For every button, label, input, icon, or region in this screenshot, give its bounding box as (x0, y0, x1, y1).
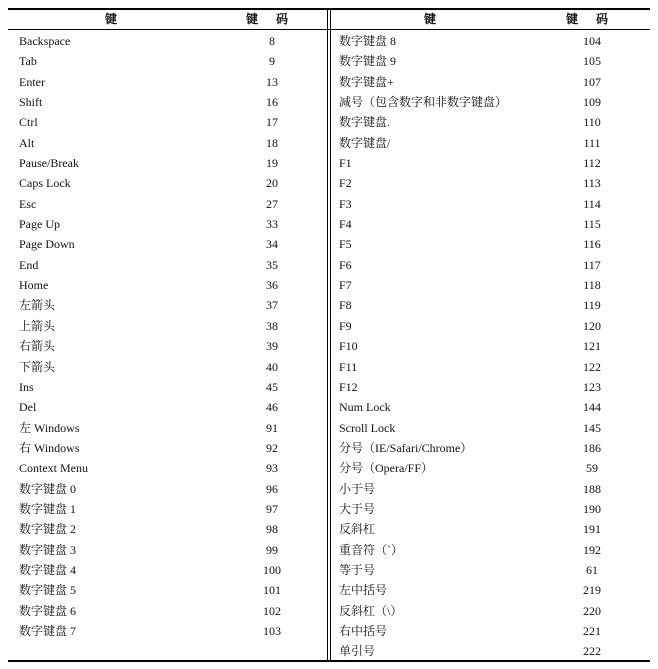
key-name-cell: 数字键盘 2 (19, 522, 77, 537)
key-code-cell: 117 (583, 257, 601, 272)
table-row (339, 357, 639, 377)
key-code-cell: 98 (266, 522, 278, 537)
table-row (339, 621, 639, 641)
key-code-cell: 120 (583, 318, 601, 333)
table-row (19, 560, 319, 580)
key-name-cell: Caps Lock (19, 176, 71, 191)
table-row (19, 31, 319, 51)
table-row (19, 499, 319, 519)
key-name-cell: 数字键盘 6 (19, 603, 77, 618)
key-code-cell: 46 (266, 400, 278, 415)
key-code-cell: 123 (583, 379, 601, 394)
key-code-cell: 190 (583, 501, 601, 516)
key-code-cell: 112 (583, 156, 601, 171)
key-name-cell: 下箭头 (19, 359, 56, 374)
key-name-cell: End (19, 257, 39, 272)
key-code-cell: 222 (583, 644, 601, 659)
table-row (19, 51, 319, 71)
table-row (339, 92, 639, 112)
table-row (339, 601, 639, 621)
key-code-cell: 40 (266, 359, 278, 374)
key-name-cell: Del (19, 400, 37, 415)
table-row (339, 641, 639, 661)
key-name-cell: Pause/Break (19, 156, 79, 171)
key-code-cell: 61 (586, 562, 598, 577)
table-row (339, 295, 639, 315)
key-code-cell: 109 (583, 95, 601, 110)
key-code-cell: 113 (583, 176, 601, 191)
header-code-left: 键码 (246, 12, 307, 26)
table-row (339, 519, 639, 539)
key-code-cell: 93 (266, 461, 278, 476)
key-code-cell: 116 (583, 237, 601, 252)
table-row (19, 234, 319, 254)
key-code-cell: 33 (266, 217, 278, 232)
key-name-cell: F4 (339, 217, 352, 232)
header-key-right: 键 (424, 12, 437, 26)
key-code-cell: 144 (583, 400, 601, 415)
key-code-cell: 18 (266, 135, 278, 150)
key-code-cell: 37 (266, 298, 278, 313)
key-code-cell: 38 (266, 318, 278, 333)
key-name-cell: 数字键盘 7 (19, 623, 77, 638)
key-code-cell: 97 (266, 501, 278, 516)
key-code-cell: 27 (266, 196, 278, 211)
key-name-cell: F12 (339, 379, 358, 394)
table-row (19, 214, 319, 234)
key-code-cell: 119 (583, 298, 601, 313)
key-name-cell: Home (19, 278, 49, 293)
key-code-cell: 9 (269, 54, 275, 69)
key-name-cell: 大于号 (339, 501, 376, 516)
key-name-cell: Shift (19, 95, 43, 110)
key-code-cell: 115 (583, 217, 601, 232)
table-row (339, 214, 639, 234)
key-name-cell: Alt (19, 135, 35, 150)
key-code-cell: 96 (266, 481, 278, 496)
key-code-cell: 107 (583, 74, 601, 89)
key-code-cell: 17 (266, 115, 278, 130)
key-code-cell: 219 (583, 583, 601, 598)
key-code-cell: 105 (583, 54, 601, 69)
key-name-cell: 数字键盘+ (339, 74, 394, 89)
key-name-cell: F7 (339, 278, 352, 293)
key-name-cell: 数字键盘 3 (19, 542, 77, 557)
key-name-cell: 等于号 (339, 562, 376, 577)
key-name-cell: 数字键盘 8 (339, 34, 397, 48)
table-row (19, 336, 319, 356)
key-code-cell: 92 (266, 440, 278, 455)
table-row (339, 72, 639, 92)
key-name-cell: F8 (339, 298, 352, 313)
table-row (19, 397, 319, 417)
key-name-cell: 分号（Opera/FF） (339, 461, 433, 476)
key-code-cell: 118 (583, 278, 601, 293)
key-name-cell: 左中括号 (339, 583, 388, 598)
key-code-cell: 100 (263, 562, 281, 577)
key-code-cell: 111 (583, 135, 601, 150)
table-row (339, 540, 639, 560)
key-code-cell: 45 (266, 379, 278, 394)
key-name-cell: 小于号 (339, 481, 376, 496)
key-name-cell: 数字键盘 5 (19, 583, 77, 598)
key-name-cell: Ctrl (19, 115, 38, 130)
table-row (339, 194, 639, 214)
table-row (339, 458, 639, 478)
table-row (339, 275, 639, 295)
table-row (339, 418, 639, 438)
table-row (339, 560, 639, 580)
key-code-cell: 103 (263, 623, 281, 638)
right-column (339, 31, 639, 662)
table-row (339, 112, 639, 132)
key-name-cell: Page Up (19, 217, 60, 232)
key-name-cell: 反斜杠（\） (339, 603, 403, 618)
key-name-cell: 右箭头 (19, 339, 56, 354)
key-name-cell: Backspace (19, 34, 71, 48)
key-name-cell: Enter (19, 74, 45, 89)
key-name-cell: 右中括号 (339, 623, 388, 638)
table-row (339, 438, 639, 458)
table-row (339, 499, 639, 519)
key-code-cell: 34 (266, 237, 278, 252)
key-name-cell: 数字键盘 9 (339, 54, 397, 69)
table-row (19, 377, 319, 397)
key-name-cell: F2 (339, 176, 352, 191)
key-name-cell: 上箭头 (19, 318, 56, 333)
table-row (19, 92, 319, 112)
key-name-cell: 分号（IE/Safari/Chrome） (339, 440, 473, 455)
table-row (19, 194, 319, 214)
table-row (339, 397, 639, 417)
key-name-cell: Page Down (19, 237, 75, 252)
table-row (19, 621, 319, 641)
table-row (339, 580, 639, 600)
table-row (339, 234, 639, 254)
column-divider-line (330, 8, 331, 662)
key-code-cell: 220 (583, 603, 601, 618)
key-code-cell: 91 (266, 420, 278, 435)
key-code-cell: 20 (266, 176, 278, 191)
header-key-left: 键 (105, 12, 118, 26)
table-row (19, 458, 319, 478)
key-code-cell: 110 (583, 115, 601, 130)
key-name-cell: 数字键盘. (339, 115, 391, 130)
key-code-cell: 8 (269, 34, 275, 48)
table-row (19, 479, 319, 499)
key-code-cell: 35 (266, 257, 278, 272)
table-row (19, 580, 319, 600)
key-name-cell: F5 (339, 237, 352, 252)
key-code-cell: 221 (583, 623, 601, 638)
table-row (339, 377, 639, 397)
table-row (339, 316, 639, 336)
table-row (19, 295, 319, 315)
table-row (19, 357, 319, 377)
key-name-cell: 减号（包含数字和非数字键盘） (339, 95, 508, 110)
key-name-cell: 数字键盘 4 (19, 562, 77, 577)
key-name-cell: 数字键盘 1 (19, 501, 77, 516)
key-code-cell: 59 (586, 461, 598, 476)
key-name-cell: F1 (339, 156, 352, 171)
left-column (19, 31, 319, 641)
key-code-cell: 188 (583, 481, 601, 496)
key-code-cell: 16 (266, 95, 278, 110)
header-code-right: 键码 (566, 12, 627, 26)
key-name-cell: 数字键盘/ (339, 135, 391, 150)
key-name-cell: F9 (339, 318, 352, 333)
key-code-cell: 36 (266, 278, 278, 293)
key-name-cell: Esc (19, 196, 37, 211)
key-code-cell: 191 (583, 522, 601, 537)
key-code-cell: 19 (266, 156, 278, 171)
key-name-cell: 左箭头 (19, 298, 56, 313)
key-code-cell: 99 (266, 542, 278, 557)
key-name-cell: F6 (339, 257, 352, 272)
key-name-cell: 数字键盘 0 (19, 481, 77, 496)
key-name-cell: Ins (19, 379, 34, 394)
table-row (339, 133, 639, 153)
key-name-cell: 右 Windows (19, 440, 80, 455)
table-row (19, 316, 319, 336)
table-row (339, 153, 639, 173)
key-name-cell: 反斜杠 (339, 522, 376, 537)
table-row (19, 112, 319, 132)
key-name-cell: Scroll Lock (339, 420, 396, 435)
table-row (339, 479, 639, 499)
key-name-cell: Num Lock (339, 400, 391, 415)
key-code-cell: 102 (263, 603, 281, 618)
table-row (339, 336, 639, 356)
table-row (19, 540, 319, 560)
table-row (19, 72, 319, 92)
table-row (19, 438, 319, 458)
table-row (339, 31, 639, 51)
table-row (19, 519, 319, 539)
key-code-cell: 39 (266, 339, 278, 354)
key-name-cell: 重音符（`） (339, 542, 403, 557)
column-divider-line (327, 8, 328, 662)
key-code-cell: 104 (583, 34, 601, 48)
table-row (19, 418, 319, 438)
table-row (19, 153, 319, 173)
key-name-cell: Tab (19, 54, 37, 69)
table-row (339, 255, 639, 275)
key-code-cell: 192 (583, 542, 601, 557)
key-code-cell: 121 (583, 339, 601, 354)
key-name-cell: 单引号 (339, 644, 376, 659)
table-row (339, 173, 639, 193)
key-name-cell: Context Menu (19, 461, 88, 476)
table-row (19, 173, 319, 193)
table-header-rule (8, 29, 650, 30)
key-code-cell: 145 (583, 420, 601, 435)
key-code-cell: 186 (583, 440, 601, 455)
table-row (19, 601, 319, 621)
key-name-cell: F3 (339, 196, 352, 211)
key-code-cell: 13 (266, 74, 278, 89)
key-code-cell: 122 (583, 359, 601, 374)
key-code-cell: 101 (263, 583, 281, 598)
table-row (339, 51, 639, 71)
key-code-cell: 114 (583, 196, 601, 211)
table-row (19, 133, 319, 153)
table-row (19, 255, 319, 275)
key-name-cell: F10 (339, 339, 358, 354)
key-name-cell: F11 (339, 359, 358, 374)
table-row (19, 275, 319, 295)
key-name-cell: 左 Windows (19, 420, 80, 435)
